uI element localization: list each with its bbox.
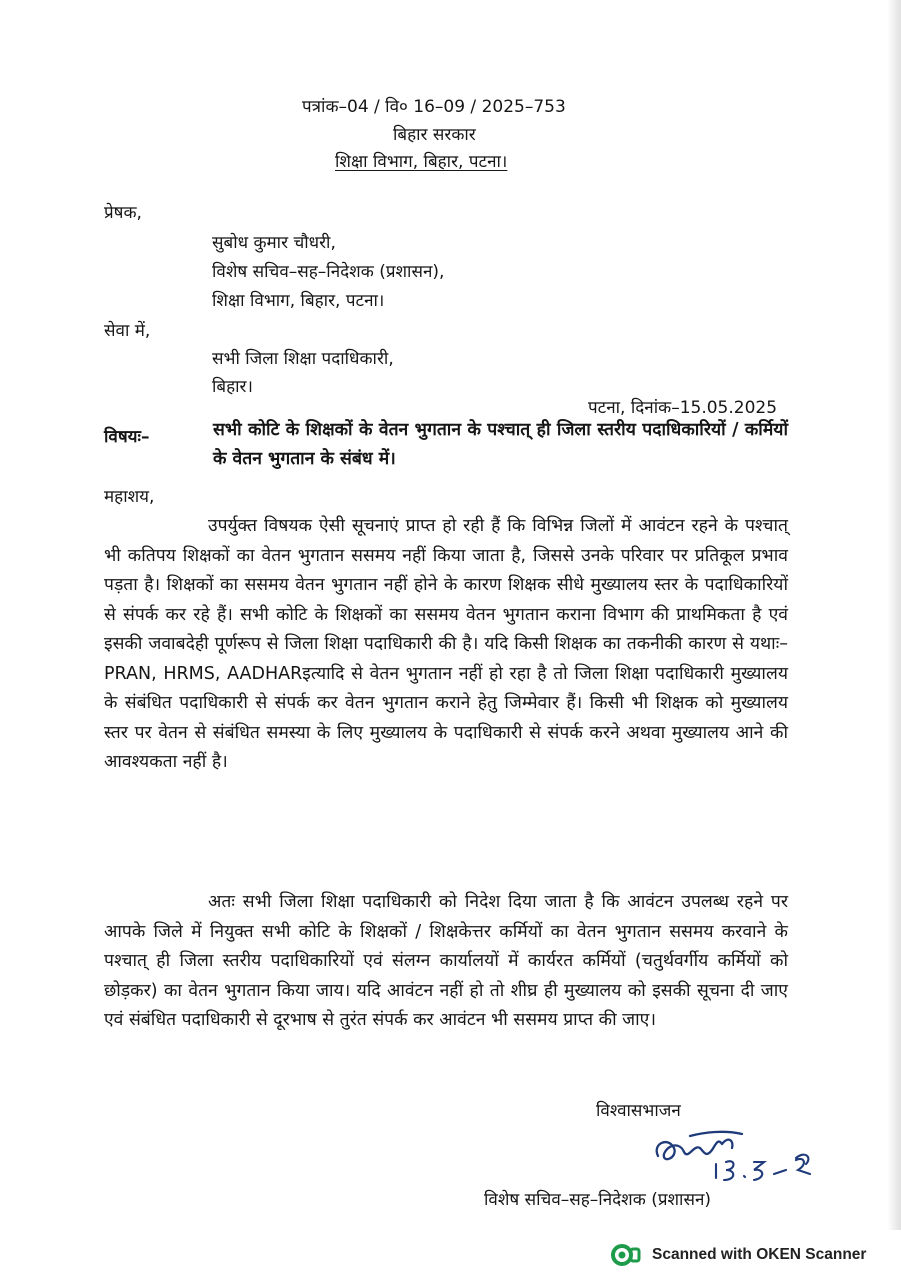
reference-number: पत्रांक–04 / वि० 16–09 / 2025–753 [302, 97, 566, 117]
body-paragraph-2 [104, 888, 788, 1036]
sender-label: प्रेषक, [104, 203, 142, 223]
paragraph-text: उपर्युक्त विषयक ऐसी सूचनाएं प्राप्त हो रही हैं कि विभिन्न जिलों में आवंटन रहने के पश्चात् भी कतिपय शिक्षकों का वेतन भुगतान ससमय नहीं किया जाता है, जिससे उनके परिवार पर प्रतिकूल प्रभाव पड़ता है। शिक्षकों का ससमय वेतन भुगतान नहीं होने के कारण शिक्षक सीधे मुख्यालय स्तर के पदाधिकारियों से संपर्क कर रहे हैं। सभी कोटि के शिक्षकों का ससमय वेतन भुगतान कराना विभाग की प्राथमिकता है एवं इसकी जवाबदेही पूर्णरूप से जिला शिक्षा पदाधिकारी की है। यदि किसी शिक्षक का तकनीकी कारण से यथाः–PRAN, HRMS, AADHARइत्यादि से वेतन भुगतान नहीं हो रहा है तो जिला शिक्षा पदाधिकारी मुख्यालय के संबंधित पदाधिकारी से संपर्क कर वेतन भुगतान कराने हेतु जिम्मेवार हैं। किसी भी शिक्षक को मुख्यालय स्तर पर वेतन से संबंधित समस्या के लिए मुख्यालय के पदाधिकारी से संपर्क करने अथवा मुख्यालय आने की आवश्यकता नहीं है। [104, 516, 788, 772]
department-heading: शिक्षा विभाग, बिहार, पटना। [335, 152, 508, 172]
signatory-designation: विशेष सचिव–सह–निदेशक (प्रशासन) [484, 1190, 712, 1210]
recipient-name: सभी जिला शिक्षा पदाधिकारी, [212, 349, 394, 369]
handwritten-signature [650, 1114, 820, 1188]
date-line: पटना, दिनांक–15.05.2025 [588, 398, 778, 418]
subject-text: सभी कोटि के शिक्षकों के वेतन भुगतान के पश्चात् ही जिला स्तरीय पदाधिकारियों / कर्मियों के वेतन भुगतान के संबंध में। [213, 420, 788, 469]
page-edge-shadow [887, 0, 901, 1230]
recipient-label: सेवा में, [104, 321, 151, 341]
government-heading: बिहार सरकार [393, 125, 476, 145]
subject-label: विषयः– [104, 427, 150, 447]
scanner-watermark [610, 1243, 866, 1267]
signature-drawing [650, 1114, 820, 1184]
oken-scanner-logo-icon [610, 1243, 644, 1267]
sender-office: शिक्षा विभाग, बिहार, पटना। [212, 291, 385, 311]
recipient-place: बिहार। [212, 377, 253, 397]
paragraph-text: अतः सभी जिला शिक्षा पदाधिकारी को निदेश दिया जाता है कि आवंटन उपलब्ध रहने पर आपके जिले में नियुक्त सभी कोटि के शिक्षकों / शिक्षकेत्तर कर्मियों का वेतन भुगतान ससमय करवाने के पश्चात् ही जिला स्तरीय पदाधिकारियों एवं संलग्न कार्यालयों में कार्यरत कर्मियों (चतुर्थवर्गीय कर्मियों को छोड़कर) का वेतन भुगतान किया जाय। यदि आवंटन नहीं हो तो शीघ्र ही मुख्यालय को इसकी सूचना दी जाए एवं संबंधित पदाधिकारी से दूरभाष से तुरंत संपर्क कर आवंटन भी ससमय प्राप्त की जाए। [104, 892, 788, 1030]
closing: विश्वासभाजन [596, 1101, 681, 1121]
body-paragraph-1 [104, 512, 788, 778]
sender-name: सुबोध कुमार चौधरी, [212, 233, 336, 253]
scanner-text: Scanned with OKEN Scanner [652, 1246, 867, 1263]
salutation: महाशय, [104, 487, 155, 507]
sender-designation: विशेष सचिव–सह–निदेशक (प्रशासन), [212, 262, 445, 282]
